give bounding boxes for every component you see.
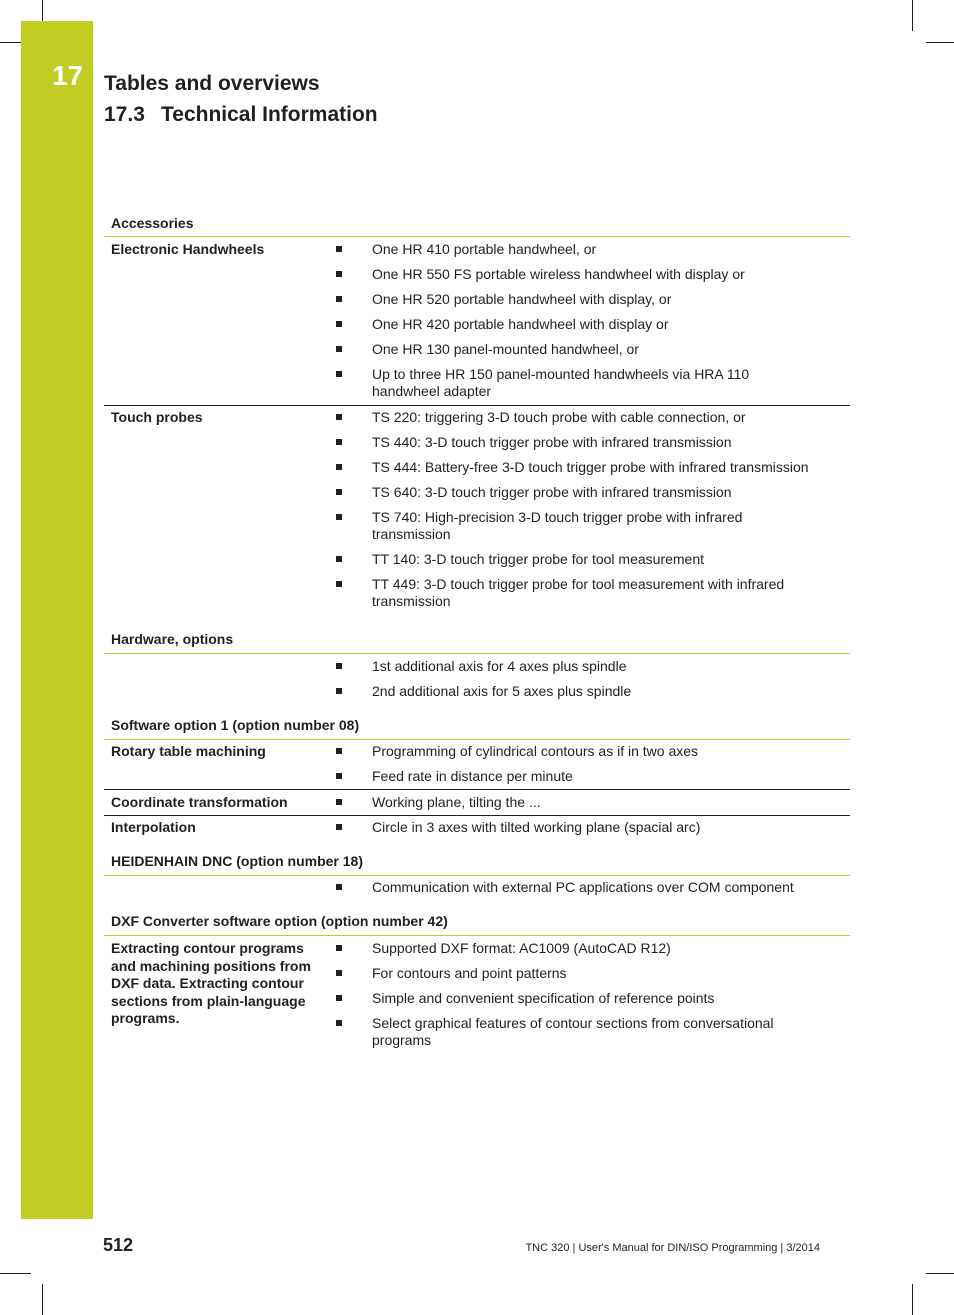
list-item: Feed rate in distance per minute [372,768,842,785]
divider [104,653,850,654]
list-item: Working plane, tilting the ... [372,794,842,811]
section-accessories: Accessories [111,215,194,231]
list-item: TS 220: triggering 3-D touch probe with cable connection, or [372,409,842,426]
list-item: TS 740: High-precision 3-D touch trigger probe with infrared transmission [372,509,782,543]
list-item: Supported DXF format: AC1009 (AutoCAD R12) [372,940,842,957]
row-label-handwheels: Electronic Handwheels [111,241,265,257]
section-heading [104,103,378,127]
divider [104,739,850,740]
divider [104,789,850,790]
page-number: 512 [103,1235,134,1255]
divider [104,405,850,406]
list-item: 2nd additional axis for 5 axes plus spindle [372,683,842,700]
list-item: Programming of cylindrical contours as if in two axes [372,743,842,760]
list-item: One HR 520 portable handwheel with display, or [372,291,842,308]
crop-mark [926,42,954,43]
footer-text: TNC 320 | User's Manual for DIN/ISO Programming | 3/2014 [525,1242,820,1254]
divider [104,236,850,237]
list-item: Circle in 3 axes with tilted working plane (spacial arc) [372,819,842,836]
section-software-option-1: Software option 1 (option number 08) [111,717,360,733]
chapter-sidebar [21,21,93,1219]
section-dxf-converter: DXF Converter software option (option number 42) [111,913,448,929]
list-item: One HR 410 portable handwheel, or [372,241,842,258]
chapter-title: Tables and overviews [104,72,320,95]
section-hardware-options: Hardware, options [111,631,234,647]
row-label-coordinate-transformation: Coordinate transformation [111,794,288,810]
section-title: Technical Information [161,103,378,126]
divider [104,935,850,936]
row-label-dxf: Extracting contour programs and machining positions from DXF data. Extracting contour sections from plain-language programs. [111,940,311,1026]
divider [104,815,850,816]
crop-mark [912,1284,913,1315]
list-item: For contours and point patterns [372,965,842,982]
list-item: One HR 550 FS portable wireless handwheel with display or [372,266,842,283]
list-item: Select graphical features of contour sections from conversational programs [372,1015,812,1049]
crop-mark [0,42,21,43]
crop-mark [912,0,913,31]
crop-mark [42,0,43,21]
list-item: One HR 130 panel-mounted handwheel, or [372,341,842,358]
crop-mark [0,1273,31,1274]
list-item: Communication with external PC applications over COM component [372,879,842,896]
divider [104,875,850,876]
crop-mark [42,1284,43,1315]
list-item: TS 440: 3-D touch trigger probe with infrared transmission [372,434,842,451]
list-item: One HR 420 portable handwheel with display or [372,316,842,333]
row-label-rotary-table: Rotary table machining [111,743,266,759]
section-number: 17.3 [104,103,145,126]
list-item: Up to three HR 150 panel-mounted handwheels via HRA 110 handwheel adapter [372,366,782,400]
list-item: TS 444: Battery-free 3-D touch trigger probe with infrared transmission [372,459,842,476]
list-item: TT 449: 3-D touch trigger probe for tool measurement with infrared transmission [372,576,822,610]
crop-mark [926,1273,954,1274]
chapter-number: 17 [52,60,84,91]
list-item: 1st additional axis for 4 axes plus spindle [372,658,842,675]
list-item: TS 640: 3-D touch trigger probe with infrared transmission [372,484,842,501]
list-item: TT 140: 3-D touch trigger probe for tool measurement [372,551,842,568]
section-heidenhain-dnc: HEIDENHAIN DNC (option number 18) [111,853,363,869]
list-item: Simple and convenient specification of reference points [372,990,842,1007]
row-label-touch-probes: Touch probes [111,409,203,425]
row-label-interpolation: Interpolation [111,819,196,835]
